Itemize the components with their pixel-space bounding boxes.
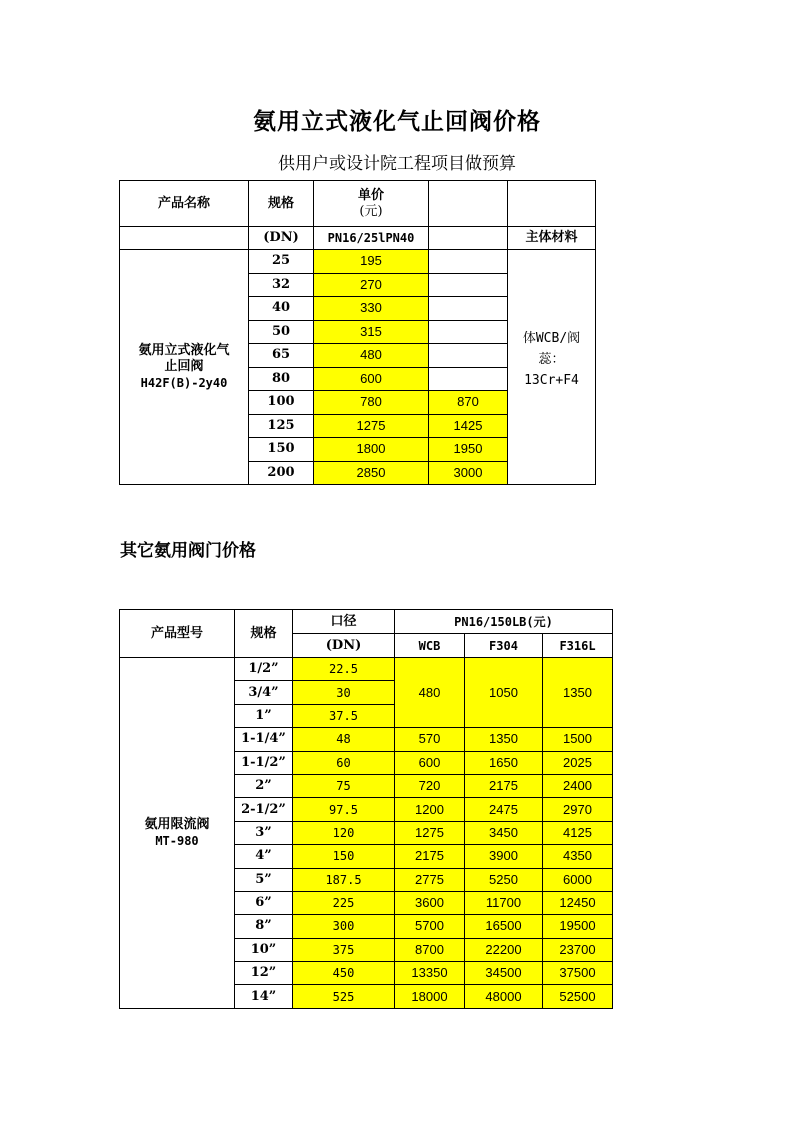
dn-cell: 32	[249, 273, 314, 297]
price-f316l-cell: 2400	[543, 774, 613, 797]
bore-cell: 150	[293, 845, 395, 868]
bore-cell: 450	[293, 962, 395, 985]
header-wcb: WCB	[395, 634, 465, 658]
price-pn40-cell: 1950	[429, 438, 508, 462]
price-f304-cell: 1050	[465, 658, 543, 728]
dn-cell: 200	[249, 461, 314, 485]
bore-cell: 48	[293, 728, 395, 751]
table-row	[120, 658, 613, 681]
price-f316l-cell: 2970	[543, 798, 613, 821]
spec-cell: 1-1/2”	[235, 751, 293, 774]
spec-cell: 3”	[235, 821, 293, 844]
price-pn40-cell	[429, 367, 508, 391]
spec-cell: 8”	[235, 915, 293, 938]
price-wcb-cell: 3600	[395, 891, 465, 914]
bore-cell: 75	[293, 774, 395, 797]
spec-cell: 6”	[235, 891, 293, 914]
price-wcb-cell: 8700	[395, 938, 465, 961]
bore-cell: 97.5	[293, 798, 395, 821]
price-f316l-cell: 6000	[543, 868, 613, 891]
price-wcb-cell: 600	[395, 751, 465, 774]
price-pn40-cell	[429, 273, 508, 297]
price-cell: 600	[314, 367, 429, 391]
price-f316l-cell: 19500	[543, 915, 613, 938]
header-bore: 口径	[293, 610, 395, 634]
bore-cell: 22.5	[293, 658, 395, 681]
header-dn: (DN)	[249, 227, 314, 250]
price-f316l-cell: 4350	[543, 845, 613, 868]
price-f304-cell: 2475	[465, 798, 543, 821]
header-pressure: PN16/150LB(元)	[395, 610, 613, 634]
price-wcb-cell: 18000	[395, 985, 465, 1008]
price-f304-cell: 3450	[465, 821, 543, 844]
section-title-other-valves: 其它氨用阀门价格	[120, 541, 256, 561]
price-pn40-cell: 1425	[429, 414, 508, 438]
bore-cell: 37.5	[293, 704, 395, 727]
price-f316l-cell: 52500	[543, 985, 613, 1008]
table-row	[120, 250, 596, 274]
header-pressure: PN16/25lPN40	[314, 227, 429, 250]
price-f304-cell: 16500	[465, 915, 543, 938]
price-pn40-cell	[429, 320, 508, 344]
price-f304-cell: 1350	[465, 728, 543, 751]
price-pn40-cell	[429, 250, 508, 274]
price-cell: 480	[314, 344, 429, 368]
spec-cell: 5”	[235, 868, 293, 891]
check-valve-price-table	[119, 180, 596, 485]
price-cell: 780	[314, 391, 429, 415]
price-f304-cell: 34500	[465, 962, 543, 985]
spec-cell: 10”	[235, 938, 293, 961]
price-f304-cell: 5250	[465, 868, 543, 891]
price-f304-cell: 48000	[465, 985, 543, 1008]
header-empty-4	[429, 227, 508, 250]
material-cell-blank	[508, 391, 596, 485]
price-f316l-cell: 12450	[543, 891, 613, 914]
bore-cell: 375	[293, 938, 395, 961]
dn-cell: 100	[249, 391, 314, 415]
price-wcb-cell: 480	[395, 658, 465, 728]
header-product-name: 产品名称	[120, 181, 249, 227]
bore-cell: 120	[293, 821, 395, 844]
price-f304-cell: 11700	[465, 891, 543, 914]
bore-cell: 187.5	[293, 868, 395, 891]
dn-cell: 40	[249, 297, 314, 321]
price-wcb-cell: 2775	[395, 868, 465, 891]
header-f316l: F316L	[543, 634, 613, 658]
price-f304-cell: 22200	[465, 938, 543, 961]
price-f304-cell: 1650	[465, 751, 543, 774]
page-title: 氨用立式液化气止回阀价格	[253, 108, 541, 135]
price-wcb-cell: 13350	[395, 962, 465, 985]
header-unit-price: 单价 (元)	[314, 181, 429, 227]
price-wcb-cell: 1200	[395, 798, 465, 821]
dn-cell: 80	[249, 367, 314, 391]
bore-cell: 30	[293, 681, 395, 704]
spec-cell: 2”	[235, 774, 293, 797]
dn-cell: 65	[249, 344, 314, 368]
price-f316l-cell: 37500	[543, 962, 613, 985]
header-empty-2	[508, 181, 596, 227]
spec-cell: 3/4”	[235, 681, 293, 704]
price-f304-cell: 2175	[465, 774, 543, 797]
header-empty-3	[120, 227, 249, 250]
price-wcb-cell: 2175	[395, 845, 465, 868]
price-wcb-cell: 570	[395, 728, 465, 751]
bore-cell: 60	[293, 751, 395, 774]
price-f316l-cell: 1350	[543, 658, 613, 728]
price-cell: 330	[314, 297, 429, 321]
price-pn40-cell	[429, 297, 508, 321]
other-valve-price-table	[119, 609, 613, 1009]
price-wcb-cell: 720	[395, 774, 465, 797]
spec-cell: 14”	[235, 985, 293, 1008]
price-cell: 270	[314, 273, 429, 297]
price-f316l-cell: 2025	[543, 751, 613, 774]
dn-cell: 150	[249, 438, 314, 462]
product-model-cell: 氨用限流阀 MT-980	[120, 658, 235, 1009]
spec-cell: 12”	[235, 962, 293, 985]
dn-cell: 125	[249, 414, 314, 438]
header-bore-dn: (DN)	[293, 634, 395, 658]
price-pn40-cell	[429, 344, 508, 368]
price-f316l-cell: 1500	[543, 728, 613, 751]
product-name-cell: 氨用立式液化气 止回阀 H42F(B)-2y40	[120, 250, 249, 485]
price-f316l-cell: 4125	[543, 821, 613, 844]
dn-cell: 25	[249, 250, 314, 274]
price-cell: 1800	[314, 438, 429, 462]
bore-cell: 525	[293, 985, 395, 1008]
price-f304-cell: 3900	[465, 845, 543, 868]
page-subtitle: 供用户或设计院工程项目做预算	[278, 154, 516, 174]
header-product-model: 产品型号	[120, 610, 235, 658]
price-cell: 195	[314, 250, 429, 274]
dn-cell: 50	[249, 320, 314, 344]
price-cell: 2850	[314, 461, 429, 485]
bore-cell: 225	[293, 891, 395, 914]
header-f304: F304	[465, 634, 543, 658]
price-pn40-cell: 870	[429, 391, 508, 415]
spec-cell: 1/2”	[235, 658, 293, 681]
header-spec: 规格	[235, 610, 293, 658]
price-wcb-cell: 1275	[395, 821, 465, 844]
spec-cell: 2-1/2”	[235, 798, 293, 821]
price-cell: 315	[314, 320, 429, 344]
price-wcb-cell: 5700	[395, 915, 465, 938]
price-f316l-cell: 23700	[543, 938, 613, 961]
bore-cell: 300	[293, 915, 395, 938]
material-cell: 体WCB/阀 蕊： 13Cr+F4	[508, 250, 596, 391]
spec-cell: 4”	[235, 845, 293, 868]
header-empty-1	[429, 181, 508, 227]
header-material: 主体材料	[508, 227, 596, 250]
spec-cell: 1”	[235, 704, 293, 727]
header-spec: 规格	[249, 181, 314, 227]
price-pn40-cell: 3000	[429, 461, 508, 485]
spec-cell: 1-1/4”	[235, 728, 293, 751]
price-cell: 1275	[314, 414, 429, 438]
